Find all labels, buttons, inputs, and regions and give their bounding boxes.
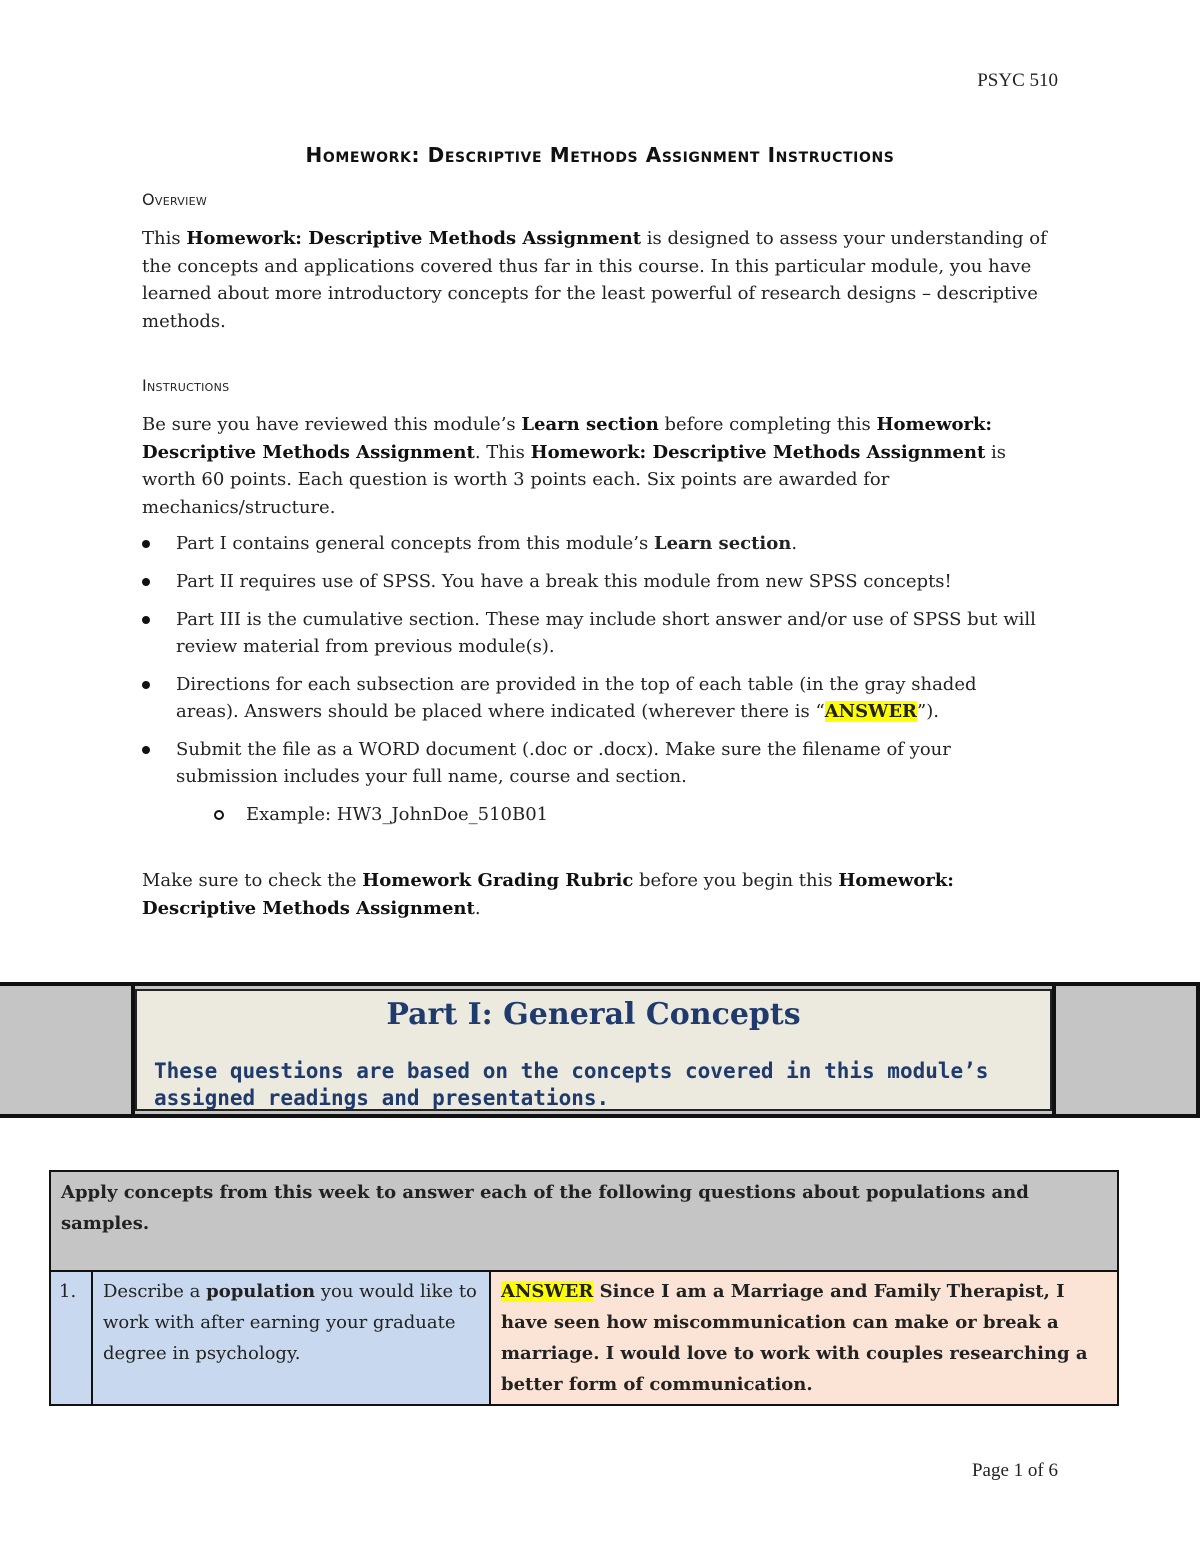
banner-divider (1196, 986, 1200, 1114)
list-item: Directions for each subsection are provided in the top of each table (in the gray shaded areas). Answers should be placed where indicated (wherever there is “ANSWER”). (142, 671, 1042, 725)
sub-list-item: Example: HW3_JohnDoe_510B01 (142, 801, 1042, 828)
part-banner-box (135, 989, 1052, 1111)
instructions-list (142, 530, 1042, 839)
answer-text: Since I am a Marriage and Family Therapist, I have seen how miscommunication can make or break a marriage. I would love to work with couples researching a better form of communication. (501, 1281, 1088, 1395)
table-row (50, 1271, 1118, 1405)
part-banner (0, 982, 1200, 1118)
page-title: Homework: Descriptive Methods Assignment Instructions (305, 143, 895, 167)
bullet-icon (142, 616, 150, 624)
list-item: Part III is the cumulative section. These may include short answer and/or use of SPSS but will review material from previous module(s). (142, 606, 1042, 660)
list-item: Part I contains general concepts from this module’s Learn section. (142, 530, 1042, 557)
course-header: PSYC 510 (977, 70, 1058, 91)
page-number: Page 1 of 6 (971, 1460, 1058, 1481)
closing-paragraph: Make sure to check the Homework Grading Rubric before you begin this Homework: Descriptive Methods Assignment. (142, 870, 954, 919)
bullet-icon (142, 578, 150, 586)
bullet-icon (142, 746, 150, 754)
instructions-heading: Instructions (142, 376, 230, 395)
part-title: Part I: General Concepts (386, 997, 801, 1032)
answer-cell[interactable] (490, 1271, 1118, 1405)
bullet-icon (142, 681, 150, 689)
table-directions: Apply concepts from this week to answer each of the following questions about populations and samples. (50, 1171, 1118, 1271)
banner-divider (1052, 986, 1056, 1114)
circle-bullet-icon (214, 810, 224, 820)
part-subtitle: These questions are based on the concepts covered in this module’s assigned readings and presentations. (154, 1059, 989, 1110)
assignment-name: Homework: Descriptive Methods Assignment (186, 228, 642, 249)
answer-tag: ANSWER (501, 1281, 594, 1302)
list-item: Part II requires use of SPSS. You have a break this module from new SPSS concepts! (142, 568, 1042, 595)
list-item: Submit the file as a WORD document (.doc or .docx). Make sure the filename of your submission includes your full name, course and section. (142, 736, 1042, 790)
answer-highlight: ANSWER (824, 701, 917, 722)
overview-heading: Overview (142, 190, 208, 209)
question-table (49, 1170, 1119, 1406)
instructions-paragraph: Be sure you have reviewed this module’s Learn section before completing this Homework: Descriptive Methods Assignment. This Homework: Descriptive Methods Assignment is worth 60 points. Each question is worth 3 points each. Six points are awarded for mechanics/structure. (142, 414, 1006, 518)
overview-paragraph: This Homework: Descriptive Methods Assignment is designed to assess your understanding of the concepts and applications covered thus far in this course. In this particular module, you have learned about more introductory concepts for the least powerful of research designs – descriptive methods. (142, 228, 1047, 332)
question-number: 1. (50, 1271, 92, 1405)
question-text: Describe a population you would like to work with after earning your graduate degree in psychology. (92, 1271, 490, 1405)
bullet-icon (142, 540, 150, 548)
